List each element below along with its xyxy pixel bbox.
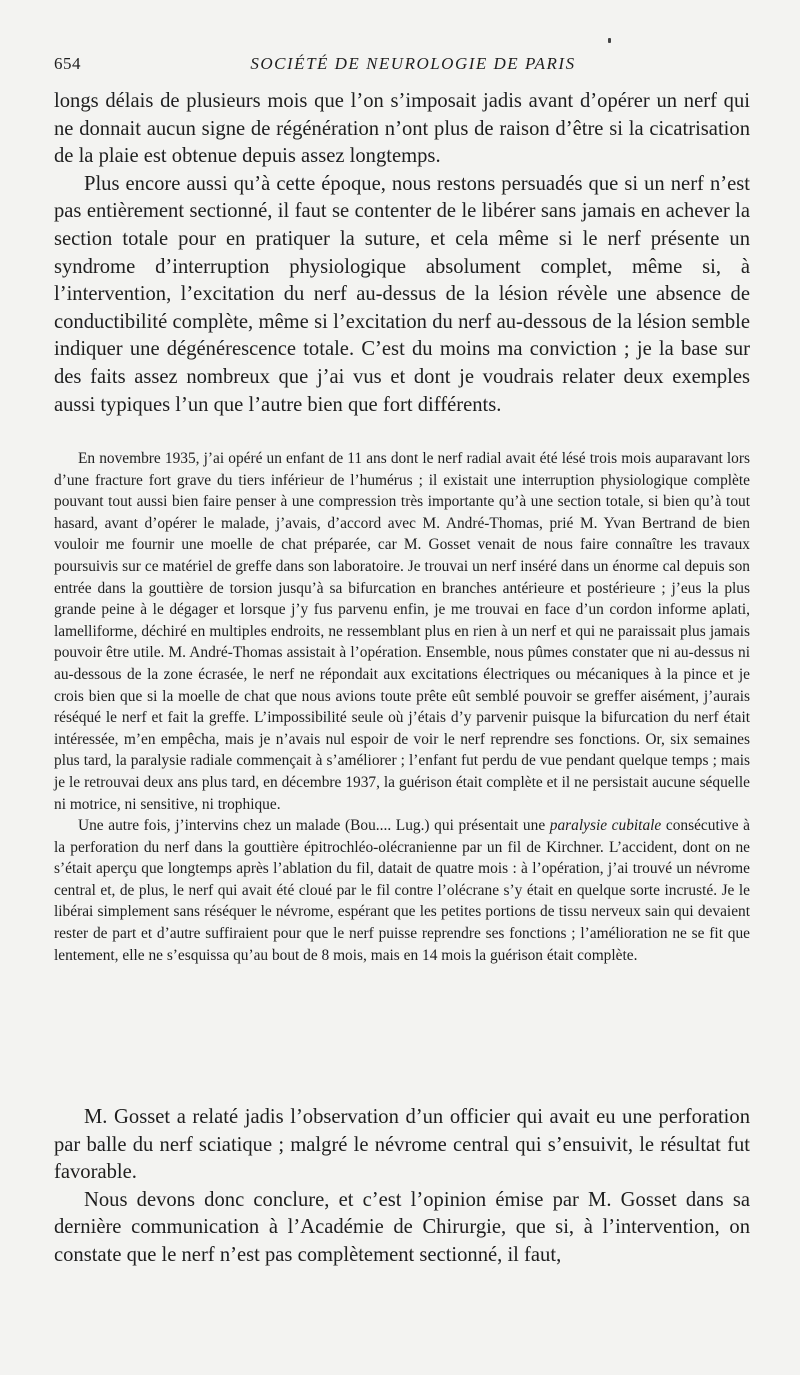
paragraph-continued: longs délais de plusieurs mois que l’on s’imposait jadis avant d’opérer un nerf qui ne donnait aucun signe de régénération n’ont plus de raison d’être si la cicatrisation de la plaie est obtenue depuis assez longtemps. [54, 90, 750, 168]
case-report-ulnar-emphasis: paralysie cubitale [549, 817, 662, 835]
case-report-ulnar-nerve [54, 815, 750, 966]
running-head [54, 54, 752, 78]
case-reports-block [54, 448, 750, 966]
main-text-block-2 [54, 1104, 750, 1270]
case-report-radial-nerve: En novembre 1935, j’ai opéré un enfant de 11 ans dont le nerf radial avait été lésé trois mois auparavant lors d’une fracture fort grave du tiers inférieur de l’humérus ; il existait une interruption physiologique complète pouvant tout aussi bien faire penser à une compression très importante qu’à une section totale, si bien qu’à tout hasard, avant d’opérer le malade, j’avais, d’accord avec M. André-Thomas, prié M. Yvan Bertrand de bien vouloir me fournir une moelle de chat préparée, car M. Gosset venait de nous faire connaître les travaux poursuivis sur ce matériel de greffe dans son laboratoire. Je trouvai un nerf inséré dans un énorme cal depuis son entrée dans la gouttière de torsion jusqu’à sa bifurcation en branches antérieure et postérieure ; j’eus la plus grande peine à le dégager et lorsque j’y fus parvenu enfin, je me trouvai en face d’un cordon informe aplati, lamelliforme, déchiré en multiples endroits, ne ressemblant plus en rien à un nerf et qui ne paraissait plus jamais pouvoir être utile. M. André-Thomas assistait à l’opération. Ensemble, nous pûmes constater que ni au-dessus ni au-dessous de la zone écrasée, le nerf ne répondait aux excitations électriques ou mécaniques à la pince et je crois bien que si la moelle de chat que nous avions toute prête eût semblé pouvoir se greffer aisément, j’aurais réséqué le nerf et fait la greffe. L’impossibilité seule où j’étais d’y parvenir puisque la bifurcation du nerf était intéressée, m’en empêcha, mais je n’avais nul espoir de voir le nerf reprendre ses fonctions. Or, six semaines plus tard, la paralysie radiale commençait à s’améliorer ; l’enfant fut perdu de vue pendant quelque temps ; mais je le retrouvai deux ans plus tard, en décembre 1937, la guérison était complète et il ne persistait aucune séquelle ni motrice, ni sensitive, ni trophique. [54, 450, 750, 813]
case-report-ulnar-text-end: consécutive à la perforation du nerf dans la gouttière épitrochléo-olécranienne par un fil de Kirchner. L’accident, dont on ne s’était aperçu que longtemps après l’ablation du fil, datait de quatre mois : à l’opération, j’ai trouvé un névrome central et, de plus, le nerf qui avait été cloué par le fil contre l’olécrane s’y était en quelque sorte incrusté. Je le libérai simplement sans réséquer le névrome, espérant que les petites portions de tissu nerveux sain qui devaient rester de part et d’autre suffiraient pour que le nerf puisse reprendre ses fonctions ; l’amélioration ne se fit que lentement, elle ne s’esquissa qu’au bout de 8 mois, mais en 14 mois la guérison était complète. [54, 817, 750, 964]
page-number: 654 [54, 54, 81, 73]
ink-mark [608, 38, 611, 43]
case-report-ulnar-text-start: Une autre fois, j’intervins chez un malade (Bou.... Lug.) qui présentait une [78, 817, 550, 835]
paragraph-gosset-observation: M. Gosset a relaté jadis l’observation d’un officier qui avait eu une perforation par balle du nerf sciatique ; malgré le névrome central qui s’ensuivit, le résultat fut favorable. [54, 1106, 750, 1184]
journal-title: SOCIÉTÉ DE NEUROLOGIE DE PARIS [250, 54, 576, 73]
paragraph-conclusion: Nous devons donc conclure, et c’est l’opinion émise par M. Gosset dans sa dernière communication à l’Académie de Chirurgie, que si, à l’intervention, on constate que le nerf n’est pas complètement sectionné, il faut, [54, 1188, 750, 1266]
paragraph-conviction: Plus encore aussi qu’à cette époque, nous restons persuadés que si un nerf n’est pas entièrement sectionné, il faut se contenter de le libérer sans jamais en achever la section totale pour en pratiquer la suture, et cela même si le nerf présente un syndrome d’interruption physiologique absolument complet, même si, à l’intervention, l’excitation du nerf au-dessus de la lésion révèle une absence de conductibilité complète, même si l’excitation du nerf au-dessous de la lésion semble indiquer une dégénérescence totale. C’est du moins ma conviction ; je la base sur des faits assez nombreux que j’ai vus et dont je voudrais relater deux exemples aussi typiques l’un que l’autre bien que fort différents. [54, 172, 750, 416]
main-text-block-1 [54, 88, 750, 419]
